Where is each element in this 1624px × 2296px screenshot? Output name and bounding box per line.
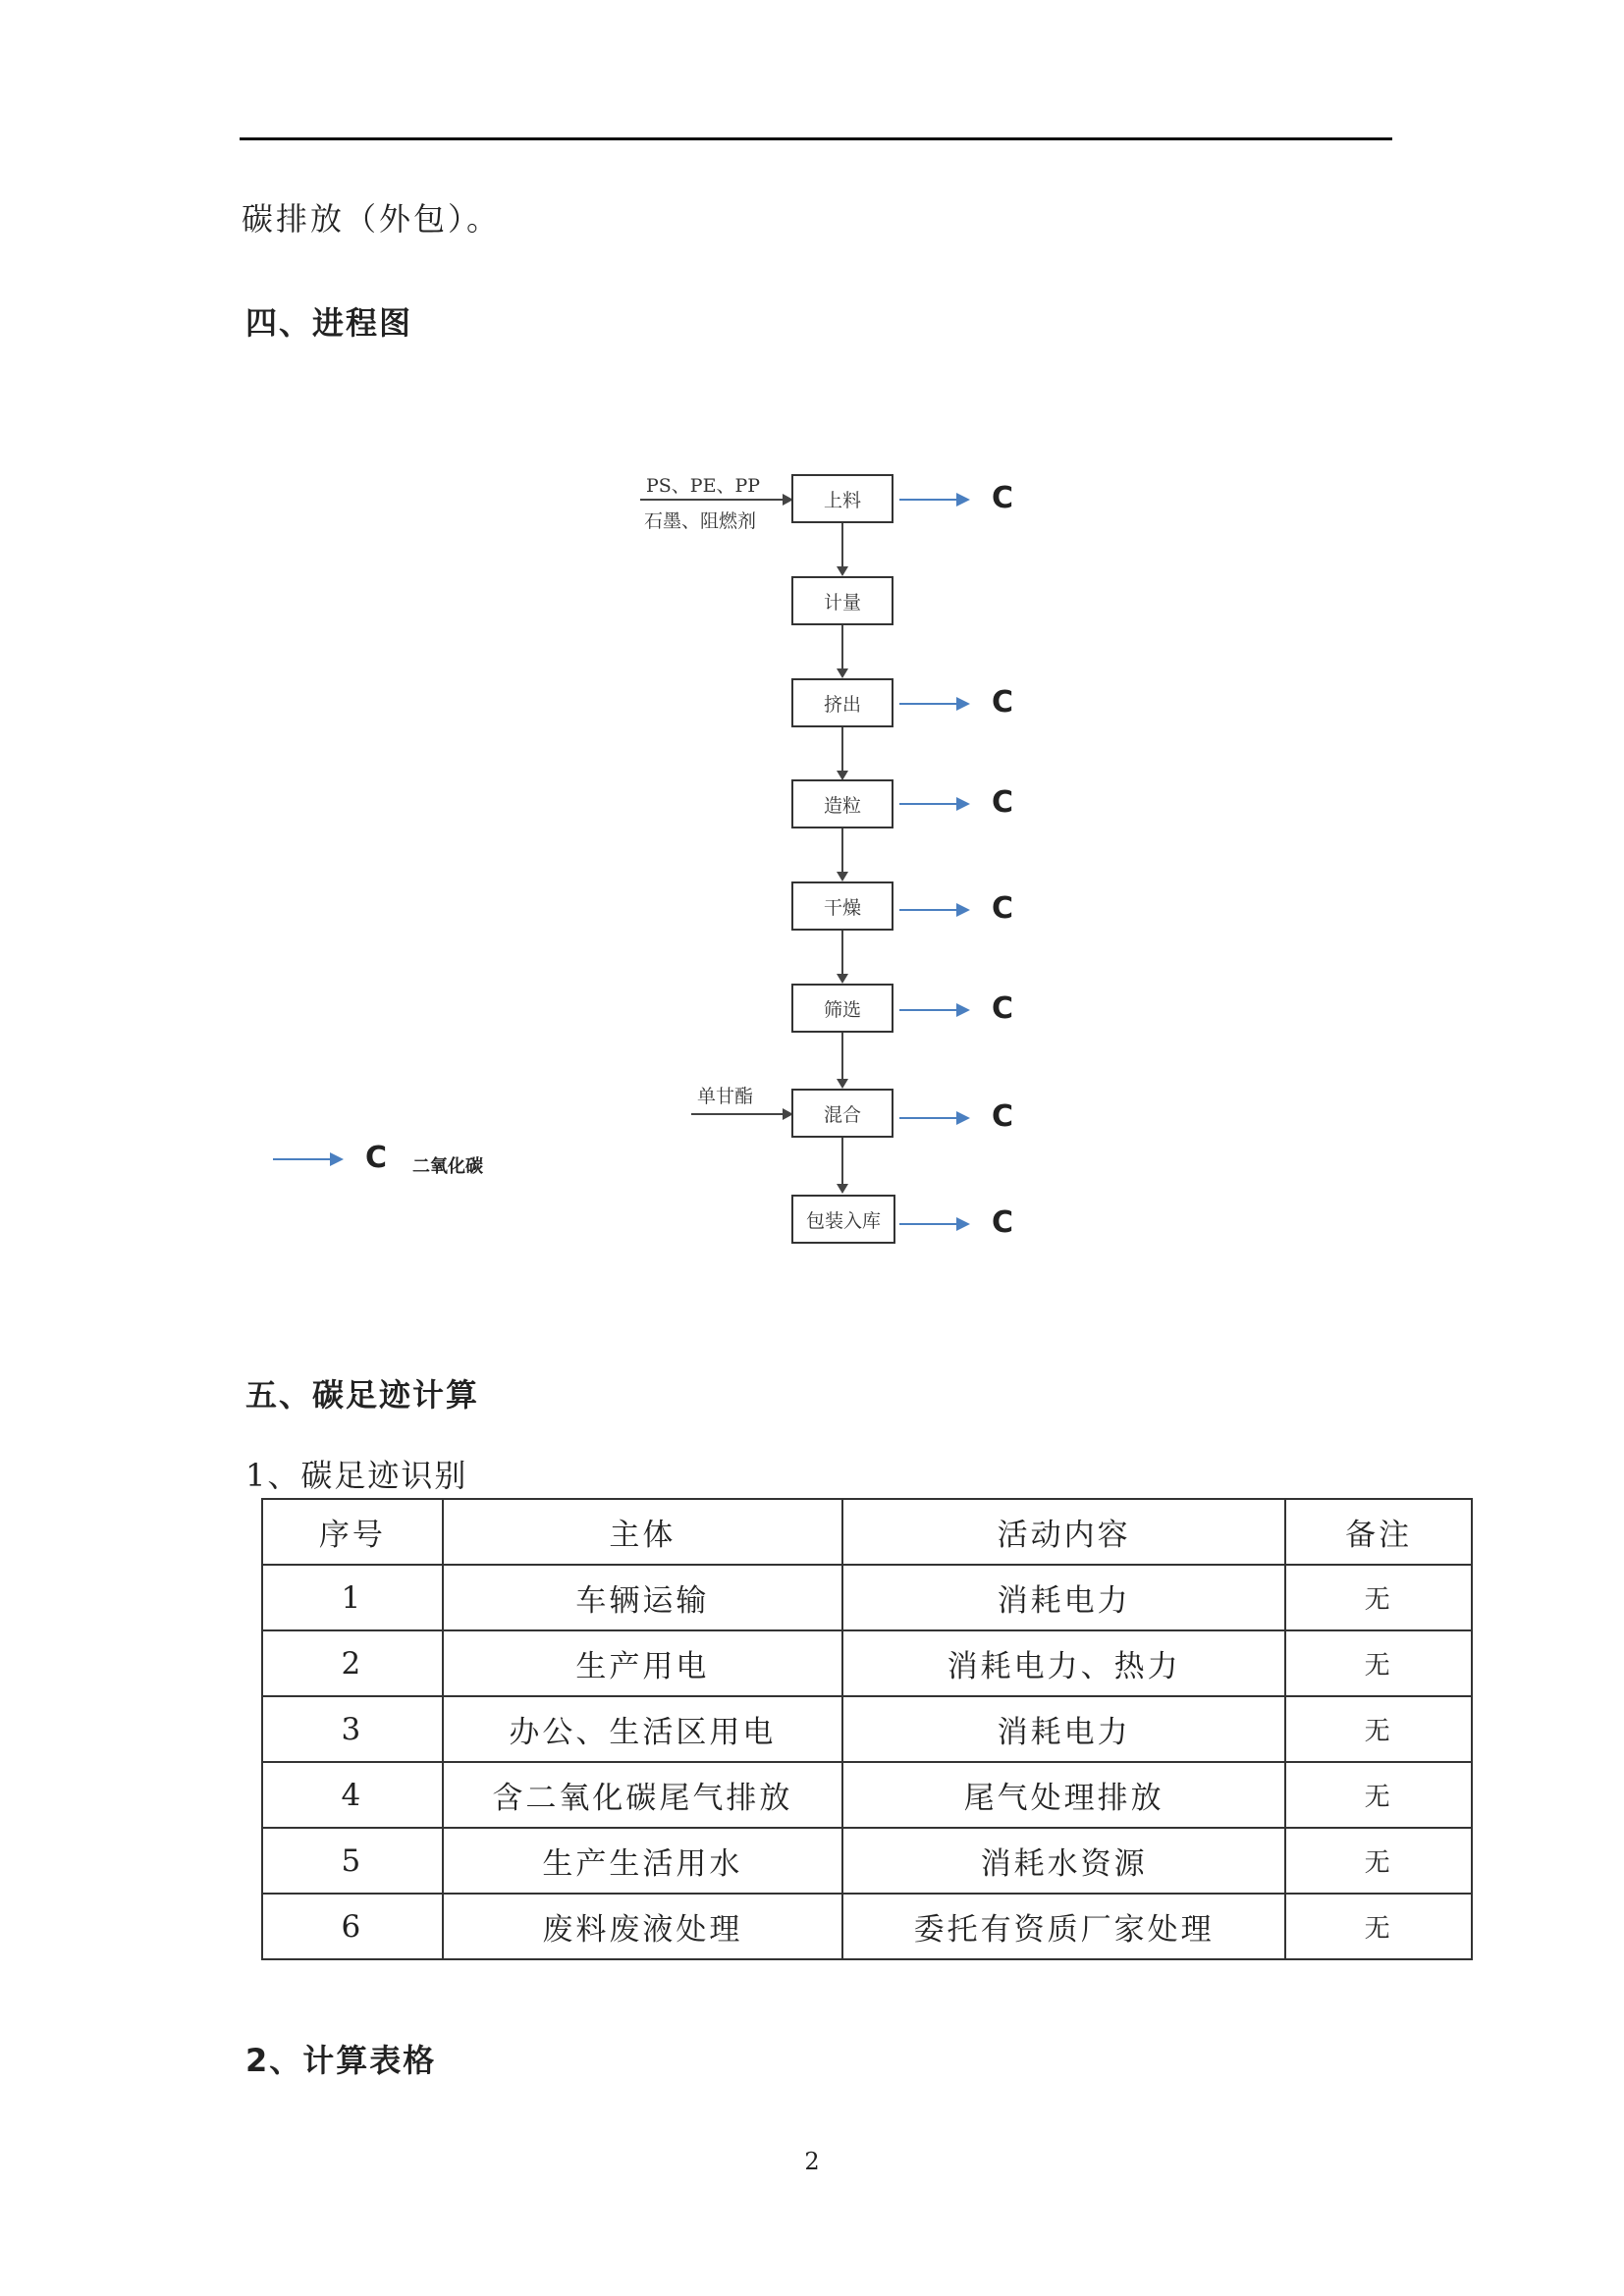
emission-arrow-5: [899, 909, 968, 911]
emission-arrow-6: [899, 1009, 968, 1011]
table-row: [262, 1762, 1472, 1828]
flow-arrow-6: [841, 1033, 843, 1087]
table-header: 备注: [1285, 1499, 1472, 1565]
table-cell: 3: [262, 1696, 443, 1762]
table-cell: 消耗电力: [842, 1696, 1285, 1762]
table-cell: 消耗电力、热力: [842, 1630, 1285, 1696]
flow-arrow-2: [841, 625, 843, 676]
table-cell: 无: [1285, 1696, 1472, 1762]
step-drying: 干燥: [791, 881, 893, 931]
legend-label: 二氧化碳: [412, 1156, 483, 1177]
emission-arrow-4: [899, 803, 968, 805]
table-cell: 办公、生活区用电: [443, 1696, 842, 1762]
header-rule: [240, 137, 1392, 140]
emission-arrow-7: [899, 1117, 968, 1119]
step-pelletizing: 造粒: [791, 779, 893, 828]
table-header: 活动内容: [842, 1499, 1285, 1565]
table-cell: 无: [1285, 1630, 1472, 1696]
legend-symbol: C: [365, 1141, 388, 1175]
step-extrusion: 挤出: [791, 678, 893, 727]
flow-arrow-7: [841, 1138, 843, 1192]
table-row: [262, 1894, 1472, 1959]
input-mix-label: 单甘酯: [697, 1086, 754, 1107]
legend-arrow: [273, 1158, 342, 1160]
table-cell: 无: [1285, 1894, 1472, 1959]
flow-arrow-5: [841, 931, 843, 982]
input-materials-line2: 石墨、阻燃剂: [644, 510, 757, 532]
emission-marker-4: C: [992, 785, 1014, 820]
table-cell: 委托有资质厂家处理: [842, 1894, 1285, 1959]
table-cell: 2: [262, 1630, 443, 1696]
table-cell: 无: [1285, 1762, 1472, 1828]
table-cell: 4: [262, 1762, 443, 1828]
input-materials-line1: PS、PE、PP: [646, 475, 761, 497]
table-header: 序号: [262, 1499, 443, 1565]
input-mix-arrow: [691, 1113, 791, 1115]
emission-arrow-8: [899, 1223, 968, 1225]
step-packing: 包装入库: [791, 1195, 895, 1244]
table-cell: 生产生活用水: [443, 1828, 842, 1894]
step-metering: 计量: [791, 576, 893, 625]
emission-marker-8: C: [992, 1205, 1014, 1240]
emission-arrow-1: [899, 499, 968, 501]
emission-marker-7: C: [992, 1099, 1014, 1134]
table-row: [262, 1696, 1472, 1762]
section-4-heading: 四、进程图: [245, 304, 413, 342]
intro-text: 碳排放（外包）。: [242, 200, 502, 238]
step-screening: 筛选: [791, 984, 893, 1033]
emission-arrow-3: [899, 703, 968, 705]
table-cell: 消耗电力: [842, 1565, 1285, 1630]
flow-arrow-3: [841, 727, 843, 778]
table-cell: 生产用电: [443, 1630, 842, 1696]
table-header: 主体: [443, 1499, 842, 1565]
table-cell: 尾气处理排放: [842, 1762, 1285, 1828]
emission-marker-3: C: [992, 685, 1014, 720]
carbon-footprint-table: [261, 1498, 1473, 1960]
step-feeding: 上料: [791, 474, 893, 523]
flow-arrow-4: [841, 828, 843, 880]
table-cell: 消耗水资源: [842, 1828, 1285, 1894]
table-row: [262, 1630, 1472, 1696]
table-cell: 5: [262, 1828, 443, 1894]
flow-arrow-1: [841, 523, 843, 574]
table-header-row: [262, 1499, 1472, 1565]
input-arrow: [640, 499, 791, 501]
section-5-heading: 五、碳足迹计算: [245, 1376, 480, 1414]
emission-marker-6: C: [992, 991, 1014, 1026]
emission-marker-5: C: [992, 891, 1014, 926]
subsection-2-heading: 2、计算表格: [245, 2042, 437, 2079]
table-cell: 1: [262, 1565, 443, 1630]
table-cell: 含二氧化碳尾气排放: [443, 1762, 842, 1828]
table-cell: 6: [262, 1894, 443, 1959]
subsection-1-heading: 1、碳足迹识别: [245, 1457, 468, 1494]
table-cell: 无: [1285, 1565, 1472, 1630]
step-mixing: 混合: [791, 1089, 893, 1138]
table-cell: 车辆运输: [443, 1565, 842, 1630]
page-number: 2: [804, 2148, 820, 2175]
table-row: [262, 1565, 1472, 1630]
emission-marker-1: C: [992, 481, 1014, 515]
table-cell: 废料废液处理: [443, 1894, 842, 1959]
table-cell: 无: [1285, 1828, 1472, 1894]
table-row: [262, 1828, 1472, 1894]
